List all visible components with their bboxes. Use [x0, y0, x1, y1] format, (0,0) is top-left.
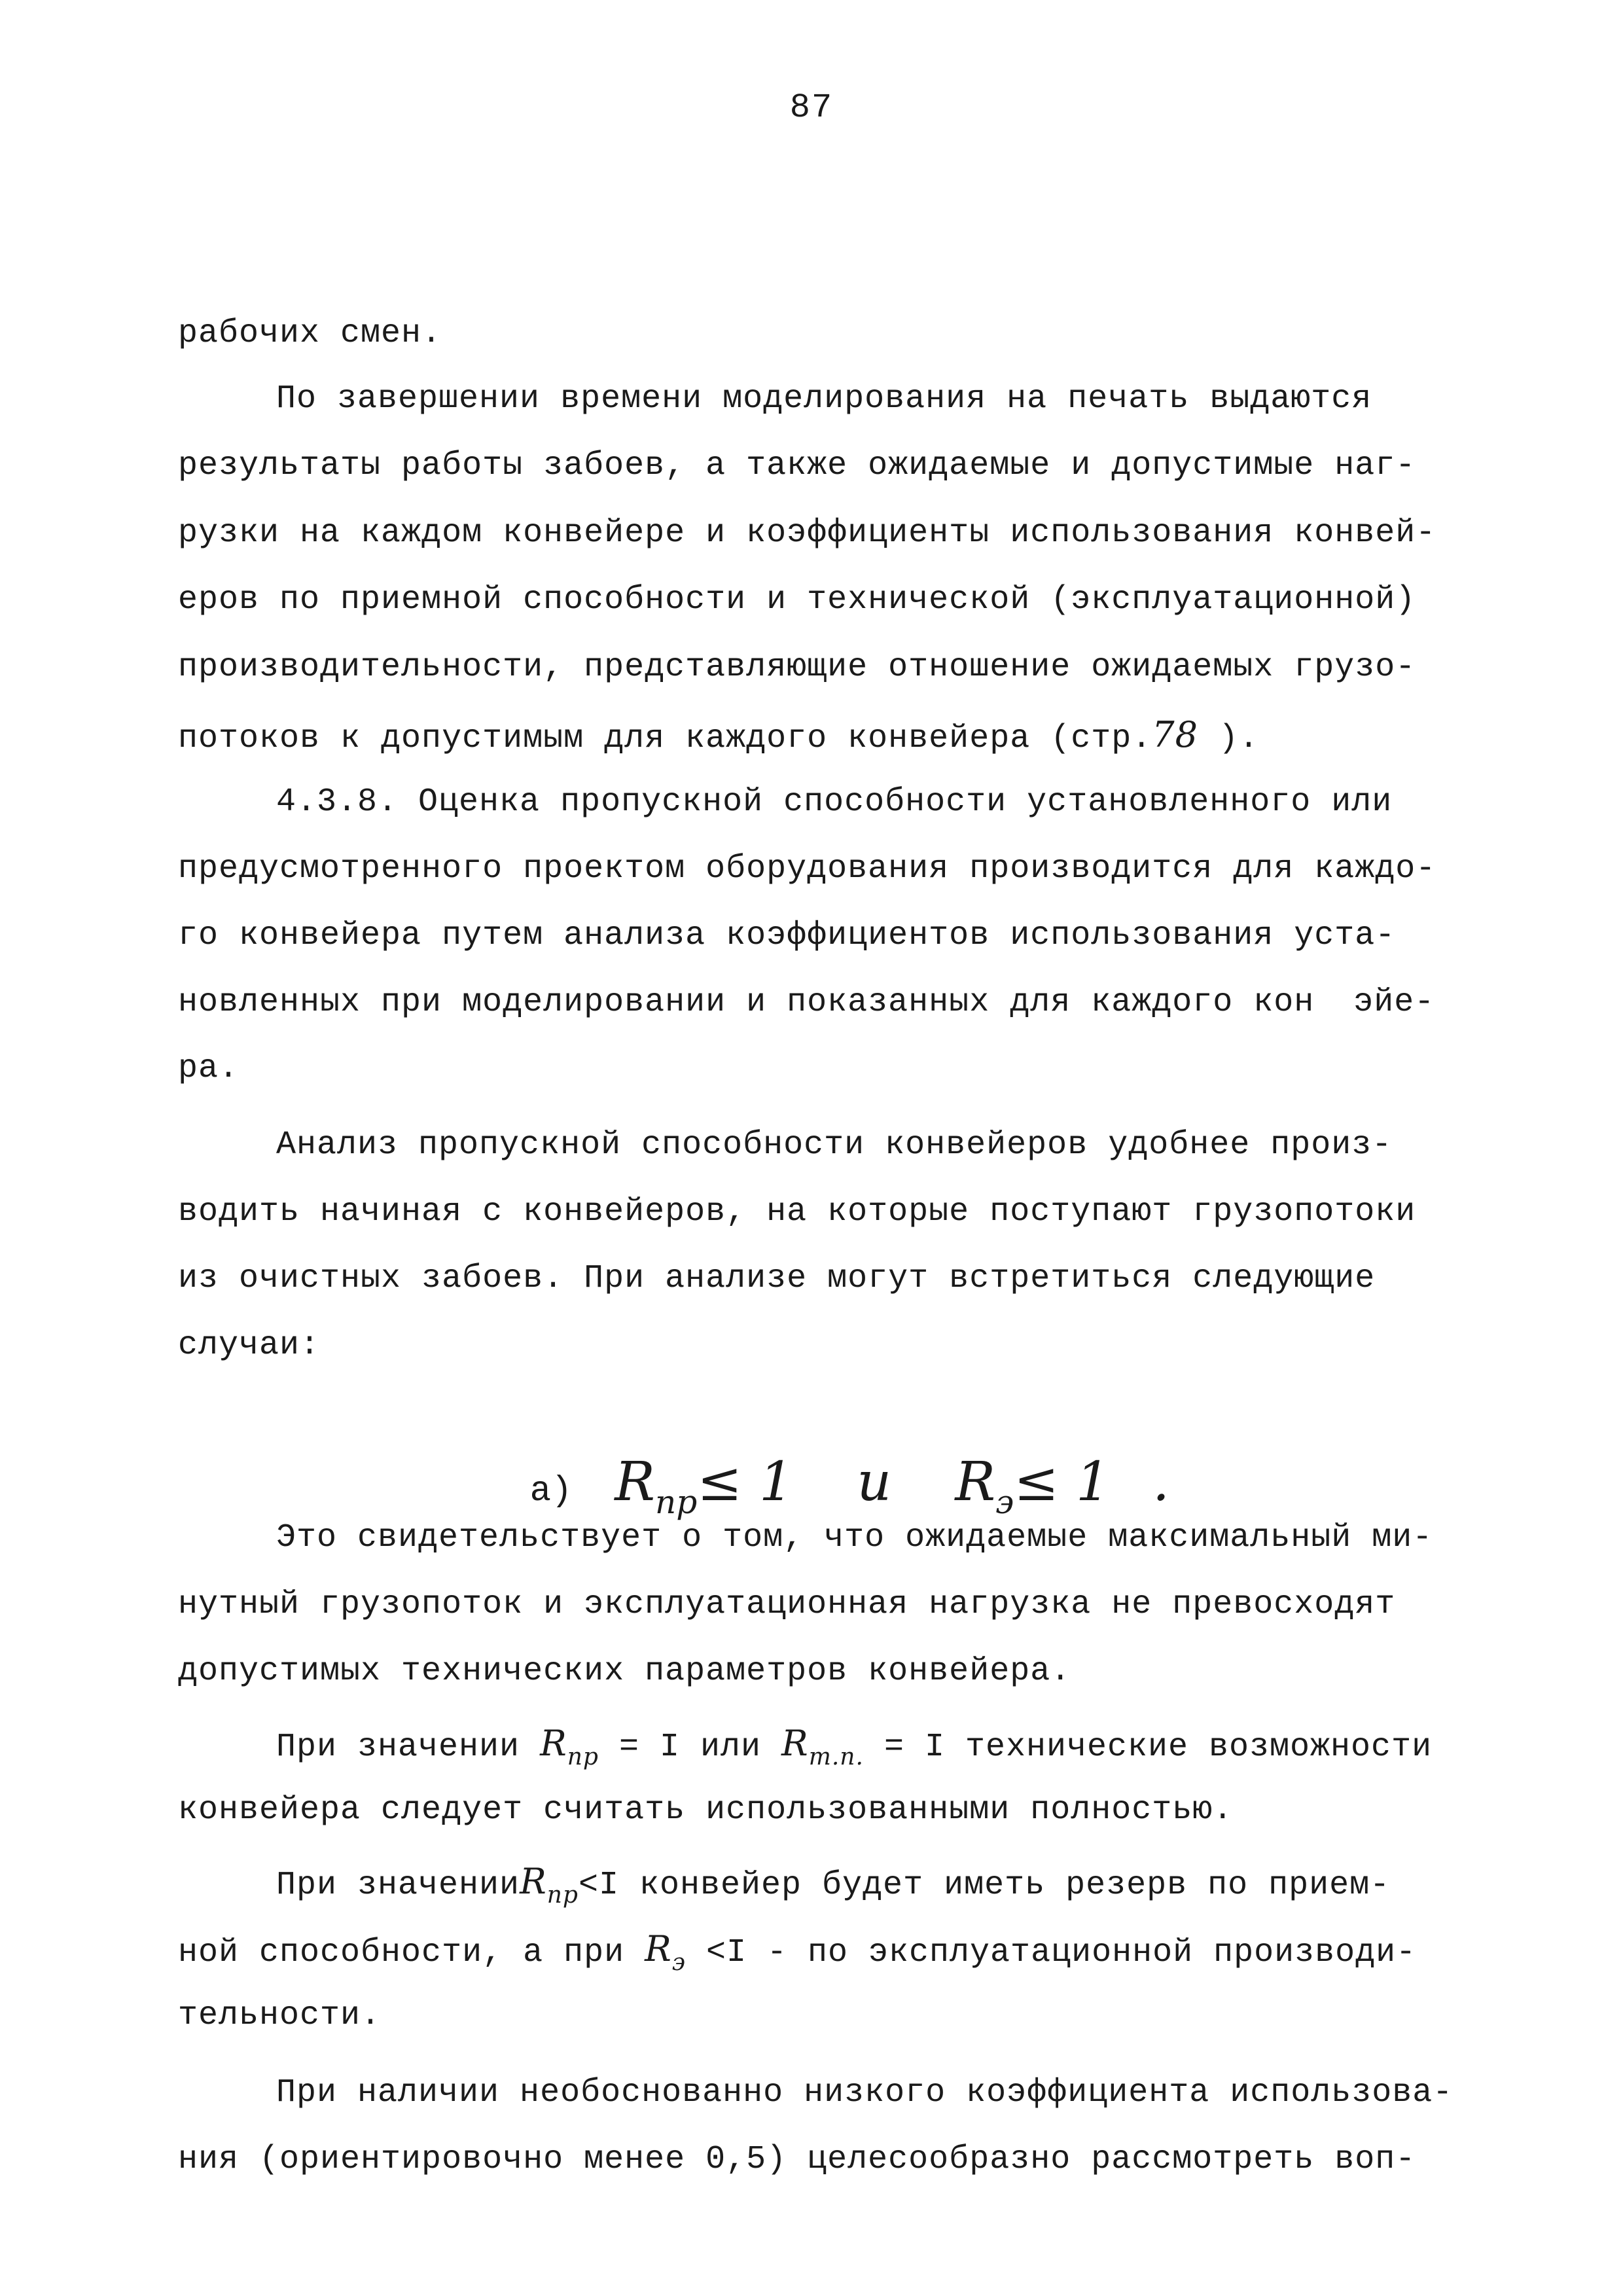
text-line: конвейера следует считать использованными полностью. [178, 1791, 1234, 1829]
section-heading-line: 4.3.8. Оценка пропускной способности установленного или [276, 783, 1393, 821]
reference-close: ). [1198, 720, 1259, 757]
text-line: По завершении времени моделирования на печать выдаются [276, 380, 1372, 418]
coef-reception: $R_{пр}$ [520, 1861, 579, 1909]
text-line: Это свидетельствует о том, что ожидаемые максимальный ми- [276, 1519, 1433, 1556]
coef-operational: $R_э$ [645, 1928, 686, 1976]
text-line: При значении $R_{пр} = I$ или $R_{т.п.} = I$ технические возможности [276, 1723, 1433, 1770]
text-line: го конвейера путем анализа коэффициентов использования уста- [178, 917, 1396, 954]
text-line: водить начиная с конвейеров, на которые поступают грузопотоки [178, 1193, 1416, 1230]
text-line: нутный грузопоток и эксплуатационная нагрузка не превосходят [178, 1586, 1396, 1623]
text-line: случаи: [178, 1327, 321, 1364]
conjunction: и [857, 1451, 892, 1513]
coef-reception: $R_{пр}$ [615, 1451, 698, 1521]
text-line: Анализ пропускной способности конвейеров удобнее произ- [276, 1126, 1393, 1164]
text-line: тельности. [178, 1997, 382, 2034]
coef-reception: $R_{пр}$ [540, 1723, 599, 1770]
partial-word: эйе- [1353, 984, 1435, 1021]
text-line: допустимых технических параметров конвейера. [178, 1653, 1071, 1690]
le-one: ≤ 1 [1014, 1451, 1111, 1513]
formula-label: а) [529, 1471, 573, 1511]
coef-operational: $R_э$ [955, 1451, 1014, 1521]
text-line: рузки на каждом конвейере и коэффициенты использования конвей- [178, 514, 1436, 552]
formula-dot: . [1152, 1451, 1170, 1513]
le-one: ≤ 1 [697, 1451, 794, 1513]
text-line [178, 983, 1435, 1022]
text-line [178, 715, 1259, 759]
text-line: еров по приемной способности и технической (эксплуатационной) [178, 581, 1416, 619]
text-line: ния (ориентировочно менее 0,5) целесообразно рассмотреть воп- [178, 2141, 1416, 2178]
text-line: результаты работы забоев, а также ожидаемые и допустимые наг- [178, 447, 1416, 484]
formula-case-a [445, 1394, 1169, 1590]
text-line: из очистных забоев. При анализе могут встретиться следующие [178, 1260, 1376, 1297]
text-line: предусмотренного проектом оборудования производится для каждо- [178, 850, 1436, 888]
text-line: При наличии необоснованно низкого коэффициента использова- [276, 2074, 1454, 2111]
line-text: потоков к допустимым для каждого конвейера (стр. [178, 720, 1152, 757]
text-line: ной способности, а при $R_э <I$ - по эксплуатационной производи- [178, 1928, 1417, 1976]
page-reference: 78 [1152, 714, 1198, 755]
text-line: При значенииR$_{пр}$<I конвейер будет иметь резерв по прием- [276, 1861, 1391, 1909]
text-line: ра. [178, 1050, 240, 1087]
text-line: рабочих смен. [178, 315, 442, 352]
page-number: 87 [789, 88, 834, 127]
coef-capacity: $R_{т.п.}$ [781, 1723, 864, 1770]
line-text: новленных при моделировании и показанных для каждого кон [178, 984, 1315, 1021]
text-line: производительности, представляющие отношение ожидаемых грузо- [178, 649, 1416, 686]
